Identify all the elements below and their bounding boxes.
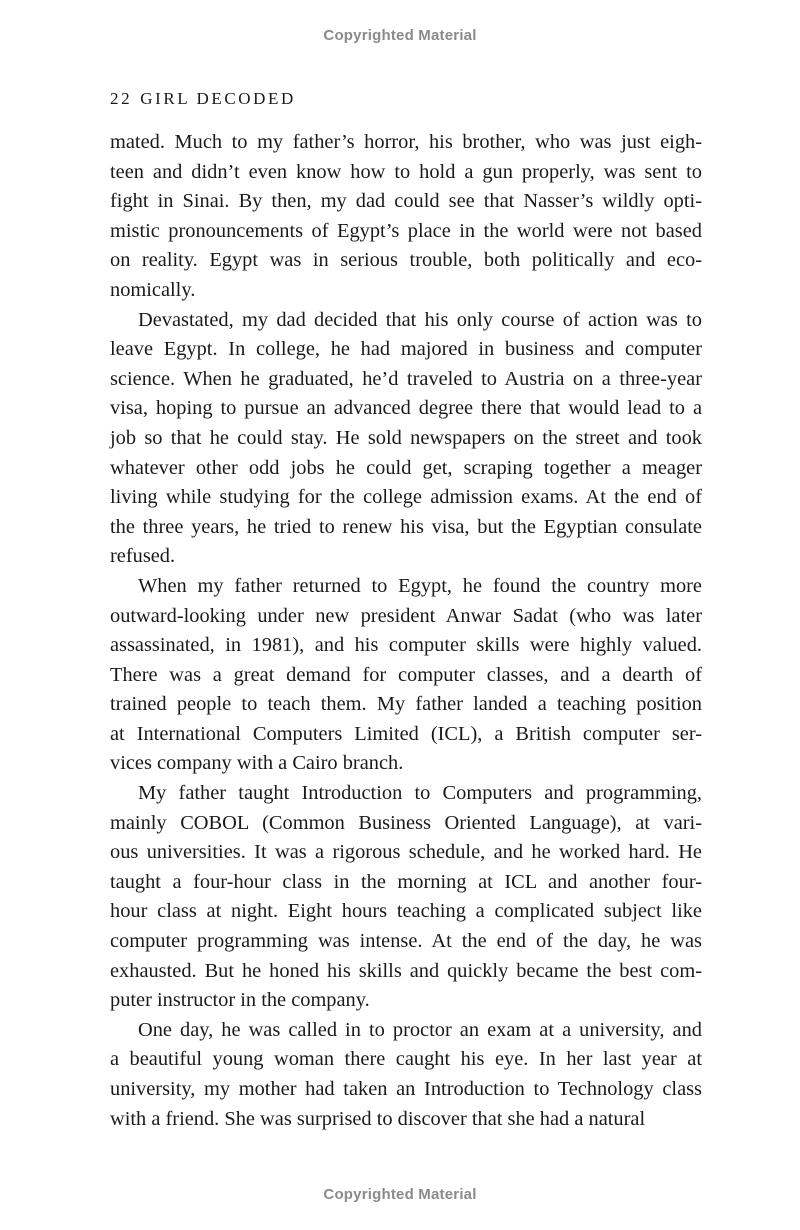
text-line: on reality. Egypt was in serious trouble, both politically and eco-: [110, 249, 702, 272]
text-line: taught a four-hour class in the morning at ICL and another four-: [110, 870, 702, 893]
text-line: with a friend. She was surprised to discover that she had a natural: [110, 1107, 646, 1130]
copyright-watermark-bottom: Copyrighted Material: [323, 1186, 477, 1203]
text-line: mistic pronouncements of Egypt’s place in the world were not based: [110, 219, 702, 242]
text-line: outward-looking under new president Anwar Sadat (who was later: [110, 604, 702, 627]
text-line: leave Egypt. In college, he had majored in business and computer: [110, 338, 702, 361]
page-number: 22: [110, 89, 133, 108]
book-title: GIRL DECODED: [140, 89, 296, 108]
text-line: living while studying for the college admission exams. At the end of: [110, 486, 702, 509]
text-line: a beautiful young woman there caught his eye. In her last year at: [110, 1048, 702, 1071]
text-line: hour class at night. Eight hours teaching a complicated subject like: [110, 900, 702, 923]
text-line: science. When he graduated, he’d traveled to Austria on a three-year: [110, 367, 702, 390]
text-line: When my father returned to Egypt, he found the country more: [138, 574, 702, 597]
text-line: refused.: [110, 545, 176, 568]
text-line: fight in Sinai. By then, my dad could see that Nasser’s wildly opti-: [110, 190, 702, 213]
text-line: computer programming was intense. At the end of the day, he was: [110, 930, 702, 953]
running-head: [110, 89, 296, 109]
text-line: mainly COBOL (Common Business Oriented Language), at vari-: [110, 811, 702, 834]
text-line: There was a great demand for computer classes, and a dearth of: [110, 663, 702, 686]
text-line: university, my mother had taken an Introduction to Technology class: [110, 1078, 702, 1100]
text-line: nomically.: [110, 278, 196, 301]
text-line: assassinated, in 1981), and his computer skills were highly valued.: [110, 634, 702, 657]
text-line: puter instructor in the company.: [110, 989, 370, 1012]
text-line: ous universities. It was a rigorous schedule, and he worked hard. He: [110, 841, 702, 864]
text-line: the three years, he tried to renew his visa, but the Egyptian consulate: [110, 515, 702, 538]
text-line: visa, hoping to pursue an advanced degree there that would lead to a: [110, 397, 702, 420]
text-line: trained people to teach them. My father landed a teaching position: [110, 693, 702, 716]
text-line: whatever other odd jobs he could get, scraping together a meager: [110, 456, 702, 479]
text-line: at International Computers Limited (ICL), a British computer ser-: [110, 722, 702, 745]
text-line: mated. Much to my father’s horror, his brother, who was just eigh-: [110, 131, 702, 153]
body-text: [110, 128, 702, 1134]
text-line: Devastated, my dad decided that his only course of action was to: [138, 308, 702, 331]
text-line: exhausted. But he honed his skills and quickly became the best com-: [110, 959, 702, 982]
text-line: vices company with a Cairo branch.: [110, 752, 404, 775]
text-line: job so that he could stay. He sold newspapers on the street and took: [110, 426, 702, 449]
text-line: My father taught Introduction to Computers and programming,: [138, 782, 702, 805]
text-line: teen and didn’t even know how to hold a gun properly, was sent to: [110, 160, 702, 183]
text-line: One day, he was called in to proctor an exam at a university, and: [138, 1018, 702, 1041]
copyright-watermark-top: Copyrighted Material: [323, 27, 477, 44]
